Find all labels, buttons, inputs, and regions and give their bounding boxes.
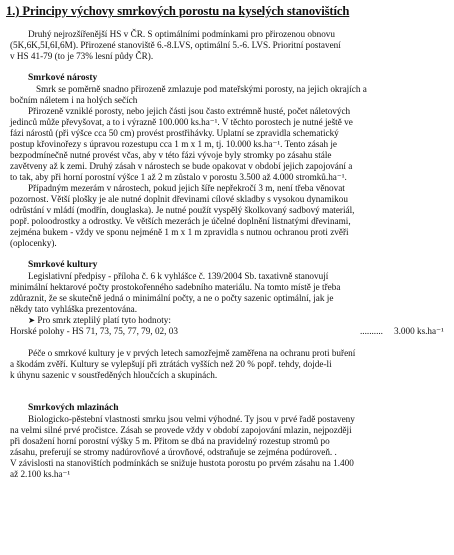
- value-row-amount: 3.000 ks.ha⁻¹: [394, 326, 444, 336]
- paragraph-line: fázi nárostů (při výšce cca 50 cm) provést prostřihávky. Uplatní se zpravidla schematický: [10, 128, 339, 138]
- paragraph-line: zavětveny až k zemi. Druhý zásah v nárostech se bude opakovat v období jejich zapojování a: [10, 161, 353, 171]
- paragraph-line: někdy tato vyhláška prezentována.: [10, 304, 138, 314]
- document-title: 1.) Principy výchovy smrkových porostu na kyselých stanovištích: [6, 4, 350, 18]
- paragraph-line: jedinců může převyšovat, a to i výrazně 100.000 ks.ha⁻¹. V těchto porostech je nutné ještě ve: [10, 117, 353, 127]
- paragraph-line: k úhynu sazenic v soustředěných hloučcích a skupinách.: [10, 370, 218, 380]
- paragraph-line: zejména bukem - vždy ve sponu nejméně 1 m x 1 m zpravidla s nutnou ochranou proti zvěři: [10, 227, 349, 237]
- value-row-label: Horské polohy - HS 71, 73, 75, 77, 79, 02, 03: [10, 326, 178, 336]
- paragraph-line: při dosažení horní porostní výšky 5 m. Přitom se dbá na pravidelný rozestup stromů po: [10, 436, 330, 446]
- section-heading-mlaziny: Smrkových mlazinách: [28, 403, 119, 413]
- paragraph-line: bezpodmínečně nutné provést včas, aby v této fázi vývoje byly stromky po zásahu stále: [10, 150, 332, 160]
- paragraph-line: odrůstání v mládí (modřín, douglaska). Je nutné použít vyspělý školkovaný sadbový materiál,: [10, 205, 355, 215]
- paragraph-line: Přirozeně vzniklé porosty, nebo jejich části jsou často extrémně husté, počet náletových: [28, 106, 351, 116]
- paragraph-line: zásahu, preferují se stromy nadúrovňové a úrovňové, odstraňuje se zejména podúroveň. .: [10, 447, 337, 457]
- paragraph-line: V závislosti na stanovištích podmínkách se snižuje hustota porostu po prvém zásahu na 1.400: [10, 458, 354, 468]
- paragraph-line: bočním náletem i na holých sečích: [10, 95, 138, 105]
- bullet-label: Pro smrk zteplilý platí tyto hodnoty:: [37, 315, 171, 325]
- bullet-item: [28, 315, 171, 326]
- value-row-dots: ..........: [360, 326, 383, 336]
- value-row: [10, 326, 450, 337]
- paragraph-line: (oplocenky).: [10, 238, 57, 248]
- paragraph-line: až 2.100 ks.ha⁻¹: [10, 469, 71, 479]
- section-heading-kultury: Smrkové kultury: [28, 260, 98, 270]
- section-heading-narosty: Smrkové nárosty: [28, 73, 98, 83]
- intro-line: Druhý nejrozšířenější HS v ČR. S optimálními podmínkami pro přirozenou obnovu: [28, 29, 335, 39]
- paragraph-line: Smrk se poměrně snadno přirozeně zmlazuje pod mateřskými porosty, na jejich okrajích a: [36, 84, 367, 94]
- arrow-bullet-icon: ➤: [28, 315, 36, 325]
- paragraph-line: Biologicko-pěstební vlastnosti smrku jsou velmi výhodné. Ty jsou v prvé řadě postaveny: [28, 414, 355, 424]
- intro-line: v HS 41-79 (to je 73% lesní půdy ČR).: [10, 51, 154, 61]
- paragraph-line: zdůraznit, že se skutečně jedná o minimální počty, a ne o počty sazenic optimální, jak je: [10, 293, 334, 303]
- paragraph-line: popř. poloodrostky a odrostky. Ve větších mezerách je účelné doplnění listnatými dřevinami,: [10, 216, 351, 226]
- paragraph-line: Péče o smrkové kultury je v prvých letech samozřejmě zaměřena na ochranu proti buření: [28, 348, 356, 358]
- intro-line: (5K,6K,5I,6I,6M). Přirozené stanoviště 6.-8.LVS, optimální 5.-6. LVS. Prioritní postavení: [10, 40, 341, 50]
- paragraph-line: Případným mezerám v nárostech, pokud jejich šíře nepřekročí 3 m, není třeba věnovat: [28, 183, 345, 193]
- paragraph-line: to tak, aby při horní porostní výšce 1 až 2 m zůstalo v porostu 3.500 až 4.000 stromků.ha⁻¹.: [10, 172, 347, 182]
- paragraph-line: pozornost. Větší plošky je ale nutné doplnit dřevinami cílové skladby s vysokou dynamikou: [10, 194, 348, 204]
- paragraph-line: na velmi silné prvé pročistce. Zásah se provede vždy v období zapojování mlazin, nejpozději: [10, 425, 352, 435]
- paragraph-line: a škodám zvěří. Kultury se vylepšují při ztrátách vyšších než 20 % popř. tehdy, dojde-li: [10, 359, 332, 369]
- paragraph-line: Legislativní předpisy - příloha č. 6 k vyhlášce č. 139/2004 Sb. taxativně stanovují: [28, 271, 329, 281]
- paragraph-line: minimální hektarové počty prostokořenného sadebního materiálu. Na tomto místě je třeba: [10, 282, 341, 292]
- paragraph-line: postup křovinořezy s úpravou rozestupu cca 1 m x 1 m, tj. 10.000 ks.ha⁻¹. Tento zásah je: [10, 139, 338, 149]
